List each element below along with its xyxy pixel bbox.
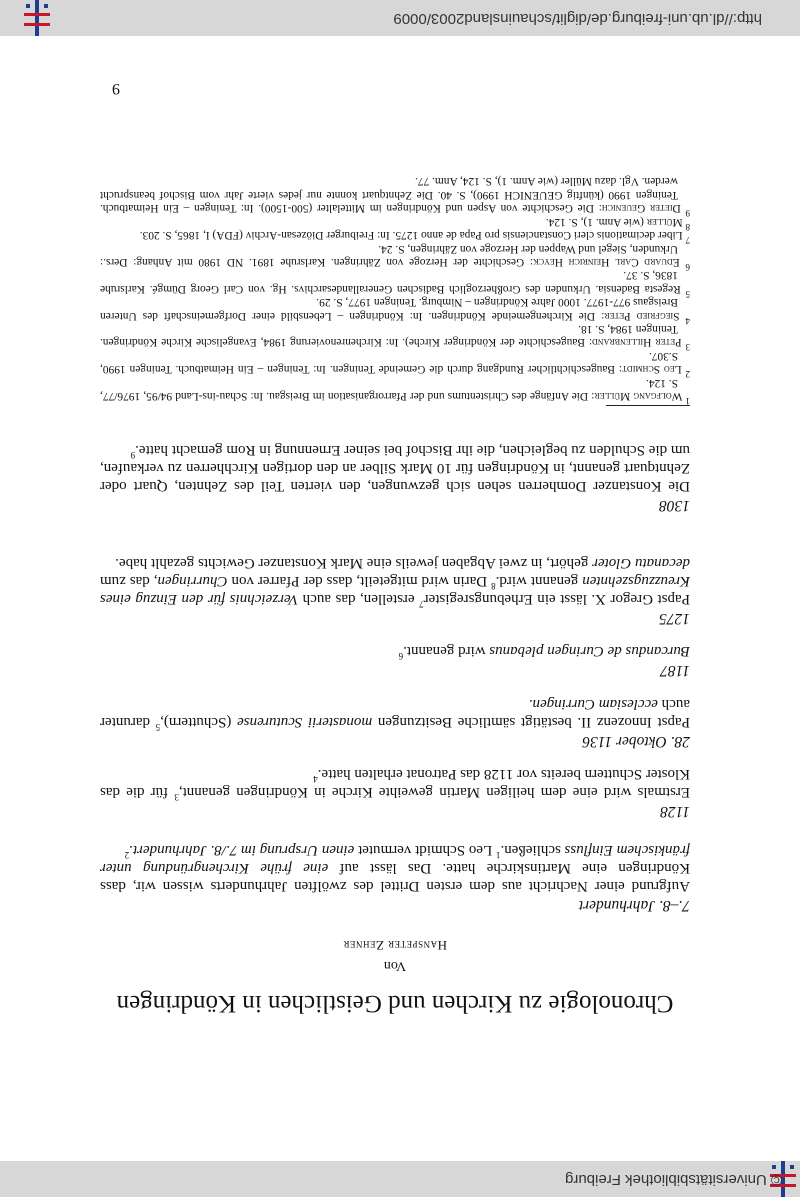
- viewer-header-bar: [0, 1161, 800, 1197]
- section-heading: 7.–8. Jahrhundert: [578, 897, 690, 914]
- footnote: $^3$ Peter Hillenbrand: Baugeschichte der Köndringer Kirche). In: Kirchenrenovierung 1984, Evangelische Kirche Köndringen. Teningen 1984, S. 18.: [100, 322, 690, 353]
- footnote-ref: 1: [495, 850, 501, 860]
- footnote: $^8$ Müller (wie Anm. 1), S. 124.: [545, 215, 690, 232]
- footnote-ref: 2: [124, 850, 130, 860]
- footnote-ref: 6: [398, 651, 404, 661]
- footnote-ref: 9: [130, 450, 136, 460]
- footnote: $^1$ Wolfgang Müller: Die Anfänge des Christentums und der Pfarrorganisation im Breisgau. In: Schau-ins-Land 94/95, 1976/77, S. 124.: [100, 376, 690, 406]
- footnote-ref: 8: [491, 581, 496, 591]
- viewer-url-bar: [0, 0, 800, 36]
- section-heading: 28. Oktober 1136: [582, 733, 690, 750]
- footnote-divider: [606, 405, 690, 406]
- copyright-text: © Universitätsbibliothek Freiburg: [565, 1171, 782, 1188]
- article-title: Chronologie zu Kirchen und Geistlichen in Köndringen: [116, 990, 674, 1017]
- footnote-ref: 7: [419, 599, 424, 609]
- section-1275: [100, 554, 690, 627]
- section-1128: [100, 765, 690, 820]
- footnote: $^5$ Regesta Badensia. Urkunden des Großherzoglich Badischen Generallandesarchivs. Hg. von Carl Georg Dümgé. Karlsruhe 1836, S. 37.: [100, 269, 690, 299]
- section-1187: [100, 642, 690, 679]
- section-7-8-jahrhundert: [100, 841, 690, 914]
- section-heading: 1275: [659, 610, 690, 627]
- section-heading: 1128: [660, 803, 690, 820]
- footnote: $^2$ Leo Schmidt: Baugeschichtlicher Rundgang durch die Gemeinde Teningen. In: Teningen – Ein Heimatbuch. Teningen 1990, S.307.: [100, 349, 690, 379]
- section-text: Aufgrund einer Nachricht aus dem ersten Drittel des zwölften Jahrhunderts wissen wir, dass Köndringen eine Martinskirche hatte. Das lässt auf eine frühe Kirchengründung unter fränkischem Einfluss schließen.$^1$ Leo Schmidt vermutet einen Ursprung im 7./8. Jahrhundert.$^2$: [100, 842, 690, 894]
- section-heading: 1187: [660, 662, 690, 679]
- footnote: $^6$ Eduard Carl Heinrich Heyck: Geschichte der Herzoge von Zähringen. Karlsruhe 1891. ND 1980 mit Anhang: Ders.: Urkunden, Siegel und Wappen der Herzoge von Zähringen, S. 24.: [99, 242, 690, 272]
- section-text: Papst Innozenz II. bestätigt sämtliche Besitzungen monasterii Scuturense (Schuttern),$^5$ darunter auch ecclesiam Curringen.: [99, 696, 690, 732]
- footnotes: [99, 174, 690, 406]
- section-1308: [100, 441, 690, 514]
- section-text: Erstmals wird eine dem heiligen Martin geweihte Kirche in Köndringen genannt,$^3$ für die das Kloster Schuttern bereits vor 1128 das Patronat erhalten hatte.$^4$: [100, 766, 690, 802]
- page-number: 9: [112, 80, 120, 97]
- footnote-ref: 5: [155, 722, 161, 732]
- author-name: Hanspeter Zehner: [342, 938, 448, 953]
- section-1136: [100, 695, 690, 750]
- source-url-link[interactable]: http://dl.ub.uni-freiburg.de/diglit/schauinsland2003/0009: [393, 10, 762, 27]
- by-line: Von: [383, 958, 407, 973]
- footnote: $^7$ Liber decimationis cleri Constanciensis pro Papa de anno 1275. In: Freiburger Diözesan-Archiv (FDA) I, 1865, S. 203.: [139, 229, 690, 245]
- section-text: Papst Gregor X. lässt ein Erhebungsregister$^7$ erstellen, das auch Verzeichnis für den Einzug eines Kreuzzugszehnten genannt wird.$^8$ Darin wird mitgeteilt, dass der Pfarrer von Churringen, das zum decanatu Gloter gehört, in zwei Abgaben jeweils eine Mark Konstanzer Gewichts gezahlt habe.: [100, 555, 690, 609]
- footnote-ref: 3: [174, 792, 179, 802]
- footnote: $^4$ Siegfried Peter: Die Kirchengemeinde Köndringen. In: Köndringen – Lebensbild einer Dorfgemeinschaft des Unteren Breisgaus 977-1977. 1000 Jahre Köndringen – Nimburg. Teningen 1977, S. 29.: [100, 296, 690, 326]
- section-text: Burcandus de Curingen plebanus wird genannt.$^6$: [398, 643, 690, 661]
- footnote: $^9$ Dieter Geuenich: Die Geschichte von Aspen und Köndringen im Mittelalter (500-1500). In: Teningen – Ein Heimatbuch. Teningen 1990 (künftig GEUENICH 1990), S. 40. Die Zehntquart konnte nur jedes vierte Jahr vom Bischof beansprucht werden. Vgl. dazu Müller (wie Anm. 1), S. 124, Anm. 77.: [100, 175, 690, 219]
- footnote-ref: 4: [313, 774, 318, 784]
- section-heading: 1308: [659, 497, 690, 514]
- university-logo-icon: [20, 0, 54, 36]
- section-text: Die Konstanzer Domherren sehen sich gezwungen, den vierten Teil des Zehnten, Quart oder Zehntquart genannt, in Köndringen für 10 Mark Silber an den dortigen Kirchherren zu verkaufen, um die Schulden zu begleichen, die ihr Bischof bei seiner Ernennung in Rom gemacht hatte.$^9$: [100, 442, 690, 494]
